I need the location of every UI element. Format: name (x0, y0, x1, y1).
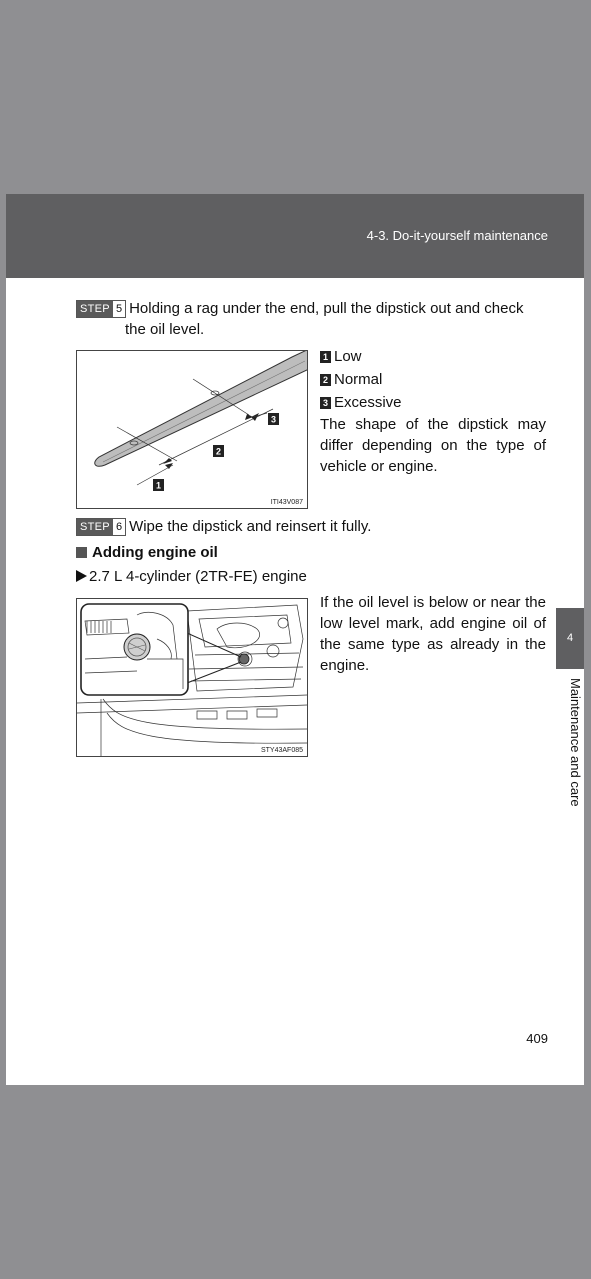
step-6-text: Wipe the dipstick and reinsert it fully. (129, 518, 372, 535)
legend-label: Normal (334, 371, 383, 388)
section-heading: Adding engine oil (76, 544, 218, 561)
marker-3-label: 3 (270, 414, 277, 425)
figure-code: STY43AF085 (260, 747, 303, 754)
engine-type: 2.7 L 4-cylinder (2TR-FE) engine (76, 568, 307, 585)
chapter-label: Maintenance and care (568, 678, 583, 807)
step-6-badge: STEP 6 (76, 518, 126, 536)
step-5-text-line1: Holding a rag under the end, pull the dipstick out and check (129, 300, 524, 317)
legend-label: Low (334, 348, 362, 365)
engine-bay-illustration (76, 598, 308, 757)
legend-number: 2 (320, 374, 331, 386)
step-5-text-line2: the oil level. (125, 321, 205, 338)
dipstick-note: The shape of the dipstick may differ depending on the type of vehicle or engine. (320, 416, 546, 475)
page-header (6, 194, 584, 278)
dipstick-legend (320, 345, 546, 477)
legend-number: 3 (320, 397, 331, 409)
manual-page (6, 194, 584, 1085)
step-5-badge: STEP 5 (76, 300, 126, 318)
dipstick-drawing (77, 351, 307, 508)
dipstick-illustration (76, 350, 308, 509)
square-bullet-icon (76, 547, 87, 558)
figure-code: ITI43V087 (270, 499, 303, 506)
legend-label: Excessive (334, 394, 402, 411)
legend-number: 1 (320, 351, 331, 363)
triangle-bullet-icon (76, 570, 87, 582)
legend-item-normal (320, 368, 546, 391)
marker-1-label: 1 (155, 480, 162, 491)
legend-item-excessive (320, 391, 546, 414)
step-5 (76, 298, 546, 340)
section-title: 4-3. Do-it-yourself maintenance (366, 228, 548, 243)
step-6 (76, 516, 546, 537)
oil-level-note: If the oil level is below or near the low level mark, add engine oil of the same type as already in the engine. (320, 594, 546, 674)
legend-item-low (320, 345, 546, 368)
page-number: 409 (526, 1031, 548, 1046)
chapter-tab: 4 (556, 608, 584, 669)
marker-2-label: 2 (215, 446, 222, 457)
engine-drawing (77, 599, 307, 756)
